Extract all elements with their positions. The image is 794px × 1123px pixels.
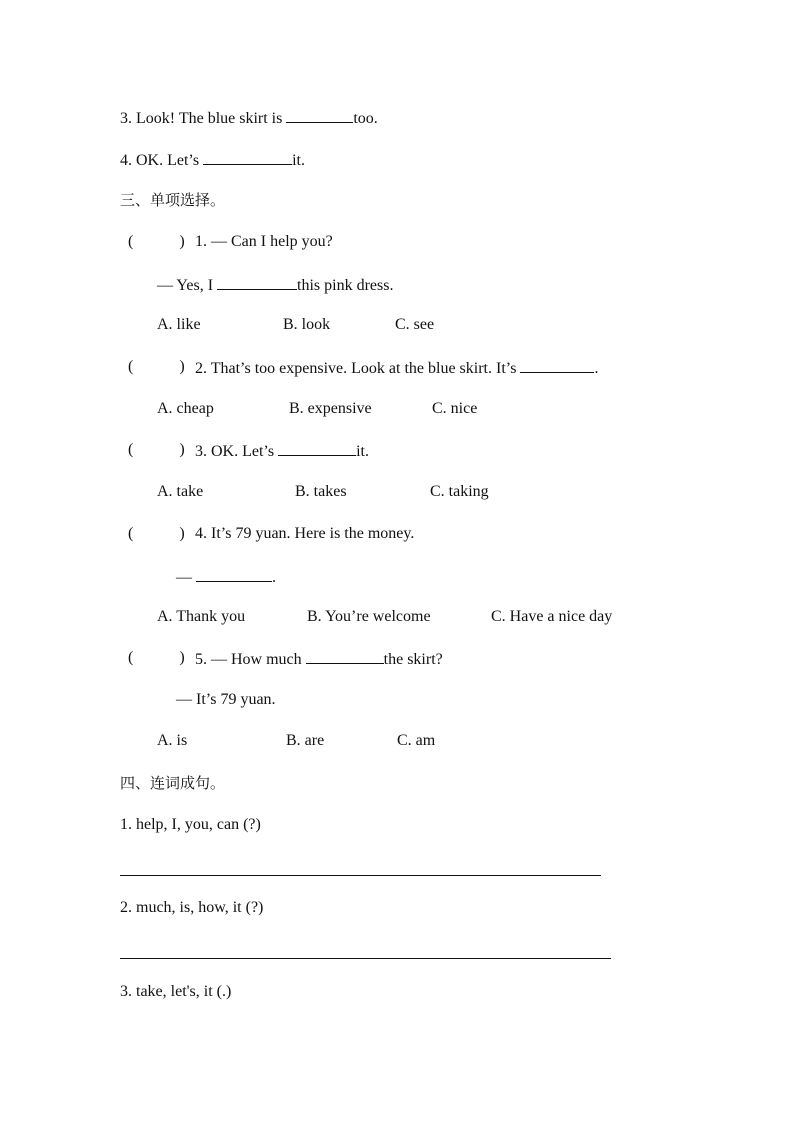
q5-stem-after: the skirt? [383, 651, 443, 668]
paren-open: ( [128, 649, 134, 666]
paren-close: ) [179, 358, 185, 375]
q1-option-b: B. look [283, 316, 331, 333]
answer-paren-2[interactable] [128, 357, 185, 377]
q4-option-b: B. You’re welcome [307, 608, 431, 625]
fill-question-4 [120, 149, 305, 171]
paren-open: ( [128, 233, 134, 250]
q4-option-a: A. Thank you [157, 608, 246, 625]
q3-option-b: B. takes [295, 483, 347, 500]
q1-blank[interactable] [217, 274, 297, 290]
answer-line-1[interactable] [120, 875, 601, 876]
paren-close: ) [179, 649, 185, 666]
q5-stem [195, 648, 443, 670]
q5-option-c: C. am [397, 732, 436, 749]
q3-blank[interactable] [278, 440, 356, 456]
q4-option-c: C. Have a nice day [491, 608, 613, 625]
q3-stem [195, 440, 369, 462]
paren-close: ) [179, 525, 185, 542]
q3-option-c: C. taking [430, 483, 489, 500]
section3-heading: 三、单项选择。 [120, 191, 226, 209]
q2-stem [195, 357, 598, 379]
sentence-item-3: 3. take, let's, it (.) [120, 983, 232, 1000]
q3-option-a: A. take [157, 483, 204, 500]
q5-stem-text: 5. — How much [195, 651, 306, 668]
fill-q4-after: it. [292, 152, 305, 169]
q5-blank[interactable] [306, 648, 384, 664]
q2-blank[interactable] [520, 357, 594, 373]
q2-option-c: C. nice [432, 400, 478, 417]
fill-q4-blank[interactable] [203, 149, 292, 165]
answer-paren-4[interactable] [128, 524, 185, 544]
paren-open: ( [128, 358, 134, 375]
q4-stem: 4. It’s 79 yuan. Here is the money. [195, 525, 415, 542]
q1-line2-text: — Yes, I [157, 277, 218, 294]
q1-option-c: C. see [395, 316, 435, 333]
section4-heading: 四、连词成句。 [120, 774, 226, 792]
q5-option-a: A. is [157, 732, 188, 749]
q2-option-a: A. cheap [157, 400, 214, 417]
q1-line2-after: this pink dress. [297, 277, 394, 294]
sentence-item-1: 1. help, I, you, can (?) [120, 816, 261, 833]
paren-open: ( [128, 441, 134, 458]
q4-blank[interactable] [196, 566, 272, 582]
q2-stem-after: . [594, 360, 599, 377]
fill-q4-text: 4. OK. Let’s [120, 152, 204, 169]
paren-close: ) [179, 233, 185, 250]
q5-line2: — It’s 79 yuan. [176, 691, 276, 708]
q2-stem-text: 2. That’s too expensive. Look at the blue skirt. It’s [195, 360, 521, 377]
answer-line-2[interactable] [120, 958, 611, 959]
q1-line2 [157, 274, 393, 296]
q5-option-b: B. are [286, 732, 325, 749]
q4-line2 [176, 566, 276, 588]
fill-q3-blank[interactable] [286, 107, 353, 123]
fill-question-3 [120, 107, 378, 129]
q4-line2-after: . [272, 569, 276, 586]
q3-stem-after: it. [356, 443, 369, 460]
answer-paren-5[interactable] [128, 648, 185, 668]
q1-option-a: A. like [157, 316, 201, 333]
answer-paren-3[interactable] [128, 440, 185, 460]
paren-close: ) [179, 441, 185, 458]
paren-open: ( [128, 525, 134, 542]
fill-q3-text: 3. Look! The blue skirt is [120, 110, 287, 127]
q4-line2-text: — [176, 569, 196, 586]
q3-stem-text: 3. OK. Let’s [195, 443, 279, 460]
q1-stem: 1. — Can I help you? [195, 233, 333, 250]
answer-paren-1[interactable] [128, 232, 185, 252]
fill-q3-after: too. [353, 110, 378, 127]
q2-option-b: B. expensive [289, 400, 372, 417]
sentence-item-2: 2. much, is, how, it (?) [120, 899, 264, 916]
